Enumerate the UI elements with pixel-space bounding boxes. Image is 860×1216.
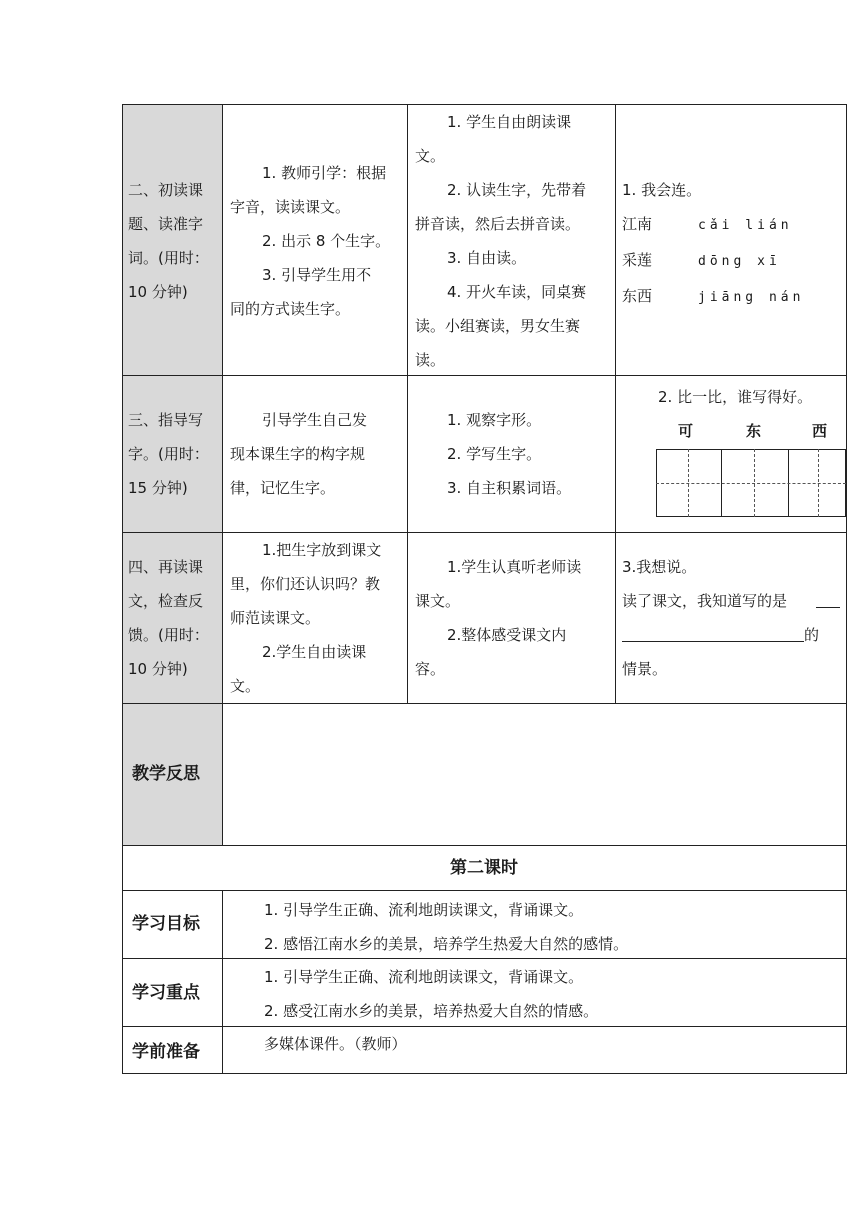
row-divider (122, 890, 846, 891)
exercise-title: 2. 比一比，谁写得好。 (658, 388, 813, 406)
table-right-border (846, 104, 847, 1074)
exercise-cell: 3.我想说。 读了课文，我知道写的是 的 情景。 (622, 550, 844, 686)
match-row: 江南 cǎi lián (622, 215, 793, 233)
fill-in-blank-line[interactable] (622, 641, 804, 642)
focus-label: 学习重点 (132, 983, 200, 1003)
goals-label: 学习目标 (132, 914, 200, 934)
exercise-cell (622, 173, 842, 315)
exercise-title: 3.我想说。 (622, 558, 697, 576)
exercise-title: 1. 我会连。 (622, 181, 702, 199)
teacher-cell: 1. 教师引学：根据 字音，读读课文。 2. 出示 8 个生字。 3. 引导学生用不 同的方式读生字。 (230, 164, 391, 318)
stage-cell: 二、初读课 题、读准字 词。(用时： 10 分钟) (128, 181, 209, 301)
column-divider (615, 104, 616, 704)
column-divider (407, 104, 408, 704)
column-divider (222, 104, 223, 846)
reflection-label: 教学反思 (132, 764, 200, 784)
row-divider (122, 703, 846, 704)
column-divider (222, 890, 223, 1074)
fill-in-blank-line[interactable] (816, 607, 840, 608)
student-cell: 1.学生认真听老师读 课文。 2.整体感受课文内 容。 (415, 558, 582, 678)
writing-char: 西 (812, 422, 828, 440)
table-left-border (122, 104, 123, 1074)
match-row: 采莲 dōng xī (622, 251, 781, 269)
second-lesson-title: 第二课时 (450, 858, 518, 878)
stage-cell: 四、再读课 文，检查反 馈。(用时： 10 分钟) (128, 558, 209, 678)
student-cell: 1. 观察字形。 2. 学写生字。 3. 自主积累词语。 (447, 411, 572, 497)
goals-content: 1. 引导学生正确、流利地朗读课文，背诵课文。 2. 感悟江南水乡的美景，培养学生热爱大自然的感情。 (264, 901, 629, 953)
prep-label: 学前准备 (132, 1042, 200, 1062)
table-bottom-border (122, 1073, 846, 1074)
student-cell: 1. 学生自由朗读课 文。 2. 认读生字，先带着 拼音读，然后去拼音读。 3. 自由读。 4. 开火车读，同桌赛 读。小组赛读，男女生赛 读。 (415, 113, 587, 369)
prep-content: 多媒体课件。（教师） (264, 1035, 407, 1053)
stage-cell: 三、指导写 字。(用时： 15 分钟) (128, 411, 209, 497)
writing-char: 东 (746, 422, 762, 440)
teacher-cell: 1.把生字放到课文 里，你们还认识吗？教 师范读课文。 2.学生自由读课 文。 (230, 541, 382, 695)
row-divider (122, 845, 846, 846)
match-row: 东西 jiāng nán (622, 287, 805, 305)
writing-char: 可 (678, 422, 694, 440)
focus-content: 1. 引导学生正确、流利地朗读课文，背诵课文。 2. 感受江南水乡的美景，培养热爱大自然的情感。 (264, 968, 599, 1020)
teacher-cell: 引导学生自己发 现本课生字的构字规 律，记忆生字。 (230, 411, 368, 497)
